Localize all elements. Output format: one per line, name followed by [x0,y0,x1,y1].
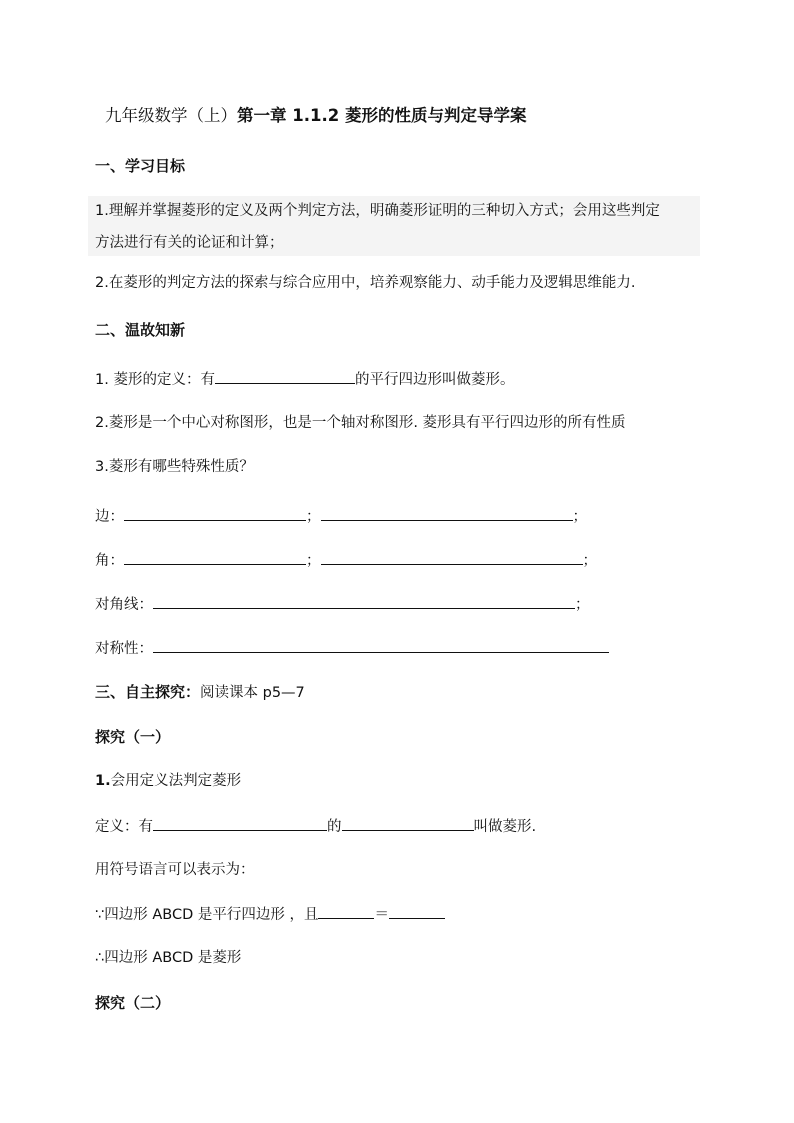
goal-2: 2.在菱形的判定方法的探索与综合应用中，培养观察能力、动手能力及逻辑思维能力. [95,275,636,291]
def-suffix: 叫做菱形. [473,819,537,835]
def-prefix: 定义：有 [95,819,153,835]
blank-because-1[interactable] [318,904,374,919]
explore-heading: 三、自主探究： [95,683,201,701]
blank-symmetry[interactable] [153,638,609,653]
title-prefix: 九年级数学（上） [105,106,237,125]
goal-1-line-1: 1.理解并掌握菱形的定义及两个判定方法，明确菱形证明的三种切入方式；会用这些判定 [95,203,660,219]
blank-edge-2[interactable] [321,506,573,521]
def-middle: 的 [327,819,342,835]
section-heading-goals: 一、学习目标 [95,157,186,175]
symbol-language-line: 用符号语言可以表示为： [95,862,255,878]
explore-1-heading: 探究（一） [95,728,171,746]
therefore-line: ∴四边形 ABCD 是菱形 [95,950,242,966]
semicolon: ； [306,509,321,525]
property-angles [95,550,597,571]
semicolon: ； [575,597,590,613]
edge-label: 边： [95,509,124,525]
angle-label: 角： [95,553,124,569]
explore-reading: 阅读课本 p5—7 [200,685,305,701]
goal-1-line-2: 方法进行有关的论证和计算； [95,235,284,251]
review-1-suffix: 的平行四边形叫做菱形。 [354,372,515,388]
page-title [105,105,526,127]
blank-angle-1[interactable] [124,550,306,565]
blank-diagonal[interactable] [153,594,575,609]
property-diagonals [95,594,590,615]
title-main: 第一章 1.1.2 菱形的性质与判定导学案 [237,106,527,125]
blank-definition[interactable] [215,369,355,384]
property-edges [95,506,587,527]
blank-def-2[interactable] [342,816,474,831]
section-heading-review: 二、温故知新 [95,321,186,339]
explore-2-heading: 探究（二） [95,994,171,1012]
blank-def-1[interactable] [153,816,327,831]
explore-1-item-1 [95,771,241,791]
property-symmetry [95,638,609,659]
semicolon: ； [306,553,321,569]
definition-line [95,816,536,837]
because-line [95,904,445,925]
semicolon: ； [572,509,587,525]
blank-because-2[interactable] [389,904,445,919]
blank-angle-2[interactable] [321,550,583,565]
review-1-prefix: 1. 菱形的定义：有 [95,372,215,388]
symmetry-label: 对称性： [95,641,153,657]
because-text: ∵四边形 ABCD 是平行四边形 ，且 [95,907,319,923]
review-item-3: 3.菱形有哪些特殊性质？ [95,459,254,475]
semicolon: ； [582,553,597,569]
section-heading-explore [95,682,305,703]
blank-edge-1[interactable] [124,506,306,521]
equals-sign: ＝ [374,907,389,923]
item-number: 1. [95,773,111,789]
item-text: 会用定义法判定菱形 [110,773,242,789]
review-item-2: 2.菱形是一个中心对称图形，也是一个轴对称图形. 菱形具有平行四边形的所有性质 [95,415,626,431]
diagonal-label: 对角线： [95,597,153,613]
review-item-1 [95,369,514,390]
